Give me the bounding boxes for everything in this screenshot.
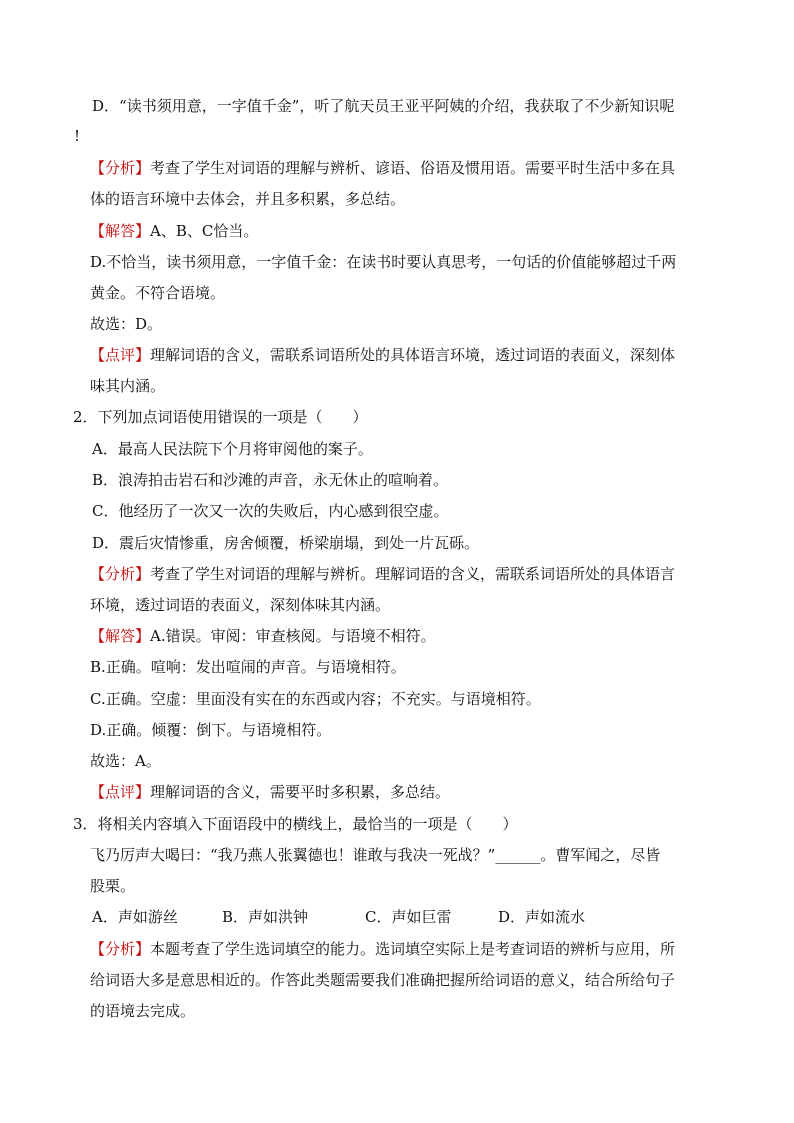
q1-comment-text: 理解词语的含义，需联系词语所处的具体语言环境，透过词语的表面义，深刻体 [150, 346, 676, 364]
q1-analysis-cont: 体的语言环境中去体会，并且多积累，多总结。 [90, 190, 406, 208]
q3-analysis-line2: 给词语大多是意思相近的。作答此类题需要我们准确把握所给词语的意义，结合所给句子 [90, 971, 676, 989]
q2-answer-text: A.错误。审阅：审查核阅。与语境不相符。 [150, 627, 436, 645]
q1-option-d: D．“读书须用意，一字值千金”，听了航天员王亚平阿姨的介绍，我获取了不少新知识呢 [92, 97, 675, 115]
analysis-tag: 【分析】 [90, 565, 151, 583]
q1-analysis-text: 考查了学生对词语的理解与辨析、谚语、俗语及惯用语。需要平时生活中多在具 [150, 159, 676, 177]
q2-option-b: B．浪涛拍击岩石和沙滩的声音，永无休止的喧响着。 [92, 471, 449, 489]
q1-choice: 故选：D。 [90, 315, 163, 333]
q2-stem: 2．下列加点词语使用错误的一项是（ ） [73, 408, 368, 426]
comment-tag: 【点评】 [90, 783, 151, 801]
q2-answer [90, 626, 436, 646]
q2-answer-line3: C.正确。空虚：里面没有实在的东西或内容；不充实。与语境相符。 [90, 690, 541, 708]
q2-choice: 故选：A。 [90, 752, 161, 770]
q2-comment [90, 782, 450, 802]
q3-option-c: C．声如巨雷 [365, 908, 452, 926]
q1-comment-cont: 味其内涵。 [90, 377, 166, 395]
q3-option-a: A．声如游丝 [92, 908, 178, 926]
analysis-tag: 【分析】 [90, 159, 151, 177]
q3-option-d: D．声如流水 [498, 908, 586, 926]
comment-tag: 【点评】 [90, 346, 151, 364]
q2-comment-text: 理解词语的含义，需要平时多积累，多总结。 [150, 783, 451, 801]
q2-analysis-text: 考查了学生对词语的理解与辨析。理解词语的含义，需联系词语所处的具体语言 [150, 565, 676, 583]
answer-tag: 【解答】 [90, 222, 151, 240]
q2-option-c: C．他经历了一次又一次的失败后，内心感到很空虚。 [92, 502, 449, 520]
q2-analysis-cont: 环境，透过词语的表面义，深刻体味其内涵。 [90, 596, 391, 614]
q2-option-d: D．震后灾情惨重，房舍倾覆，桥梁崩塌，到处一片瓦砾。 [92, 534, 480, 552]
q3-stem: 3．将相关内容填入下面语段中的横线上，最恰当的一项是（ ） [73, 815, 518, 833]
q3-passage: 飞乃厉声大喝曰：“我乃燕人张翼德也！谁敢与我决一死战？”______。曹军闻之，尽皆 [90, 846, 661, 864]
q2-answer-line2: B.正确。喧响：发出喧闹的声音。与语境相符。 [90, 658, 406, 676]
q1-option-d-overflow: ! [74, 127, 81, 145]
q2-option-a: A．最高人民法院下个月将审阅他的案子。 [92, 440, 373, 458]
q3-analysis-line3: 的语境去完成。 [90, 1002, 196, 1020]
answer-tag: 【解答】 [90, 627, 151, 645]
q1-analysis [90, 158, 675, 178]
q1-answer-line3: 黄金。不符合语境。 [90, 284, 226, 302]
q1-answer-line2: D.不恰当，读书须用意，一字值千金：在读书时要认真思考，一句话的价值能够超过千两 [90, 253, 677, 271]
q1-answer-text: A、B、C恰当。 [150, 222, 259, 240]
q2-analysis [90, 564, 675, 584]
q1-comment [90, 345, 675, 365]
q3-option-b: B．声如洪钟 [222, 908, 309, 926]
analysis-tag: 【分析】 [90, 940, 151, 958]
q3-passage-cont: 股栗。 [90, 877, 136, 895]
q1-answer [90, 221, 258, 241]
q3-analysis-text: 本题考查了学生选词填空的能力。选词填空实际上是考查词语的辨析与应用，所 [150, 940, 676, 958]
q2-answer-line4: D.正确。倾覆：倒下。与语境相符。 [90, 721, 332, 739]
q3-analysis [90, 939, 675, 959]
